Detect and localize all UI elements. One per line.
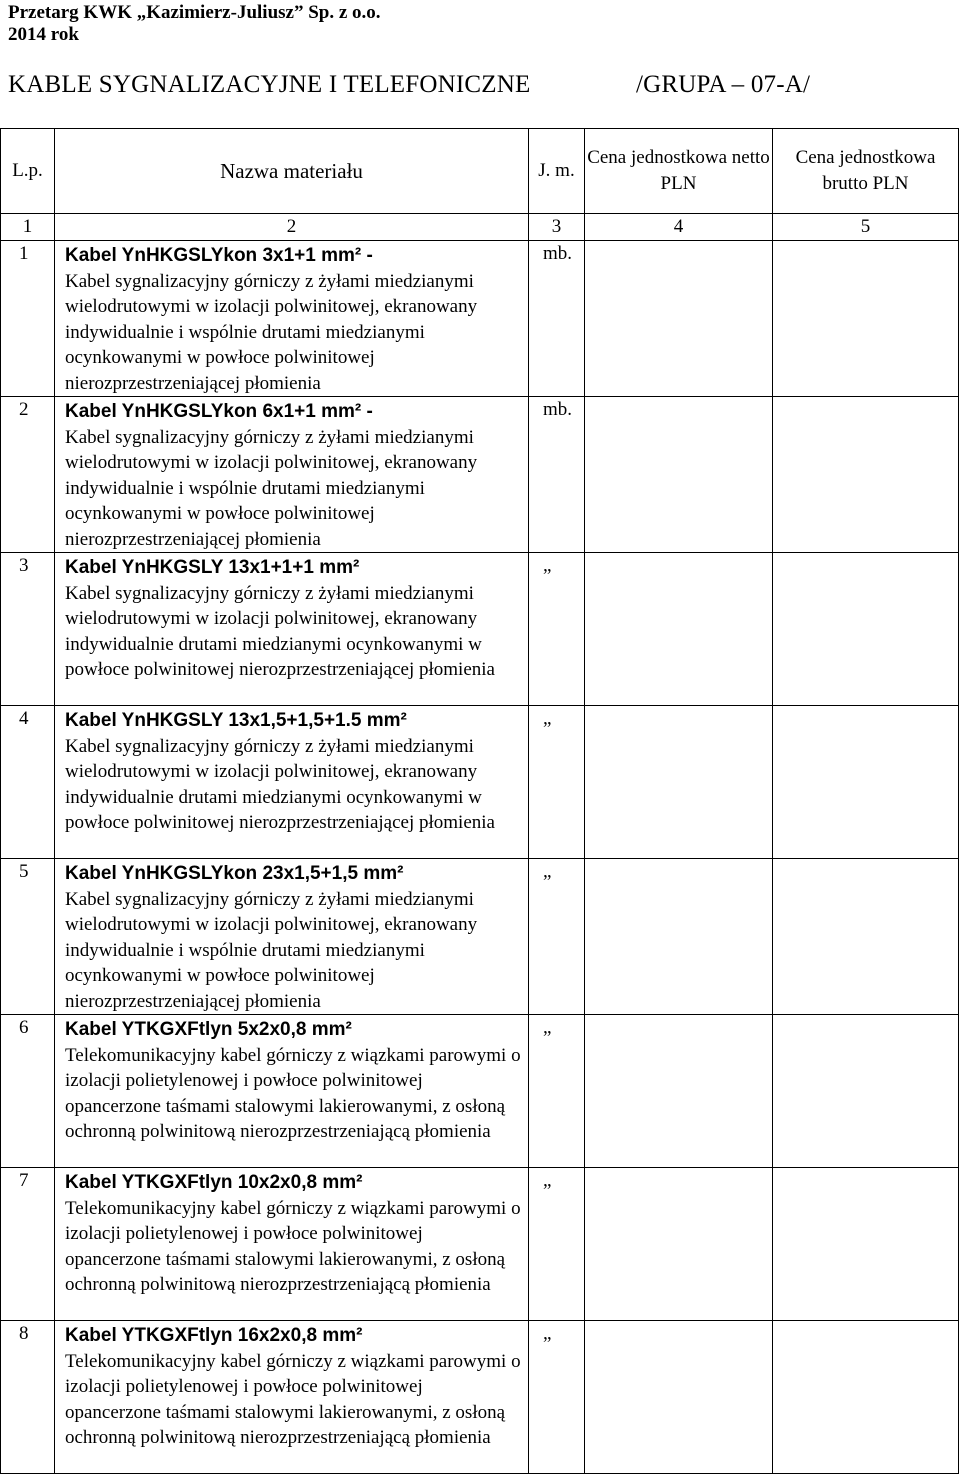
column-number: 2: [55, 214, 529, 241]
material-name: Kabel YTKGXFtlyn 16x2x0,8 mm²: [65, 1325, 363, 1346]
material-cell: [55, 706, 529, 859]
table-row: [1, 1015, 959, 1168]
net-price-cell[interactable]: [585, 706, 773, 859]
table-row: [1, 553, 959, 706]
material-description: Telekomunikacyjny kabel górniczy z wiązkami parowymi o izolacji polietylenowej i powłoce polwinitowej opancerzone taśmami stalowymi lakierowanymi, z osłoną ochronną polwinitową nierozprzestrzeniającą płomienia: [65, 1197, 521, 1295]
table-row: [1, 706, 959, 859]
column-header-lp: L.p.: [1, 129, 55, 214]
row-number: 4: [1, 706, 55, 859]
row-number: 6: [1, 1015, 55, 1168]
material-description: Telekomunikacyjny kabel górniczy z wiązkami parowymi o izolacji polietylenowej i powłoce polwinitowej opancerzone taśmami stalowymi lakierowanymi, z osłoną ochronną polwinitową nierozprzestrzeniającą płomienia: [65, 1350, 521, 1448]
material-cell: [55, 1321, 529, 1474]
gross-price-cell[interactable]: [773, 859, 959, 1015]
column-header-name: Nazwa materiału: [55, 129, 529, 214]
net-price-cell[interactable]: [585, 1321, 773, 1474]
gross-price-cell[interactable]: [773, 706, 959, 859]
table-row: [1, 1321, 959, 1474]
unit-cell: mb.: [529, 241, 585, 397]
material-cell: [55, 397, 529, 553]
net-price-cell[interactable]: [585, 859, 773, 1015]
net-price-cell[interactable]: [585, 1168, 773, 1321]
unit-cell: „: [529, 1015, 585, 1168]
material-name: Kabel YTKGXFtlyn 5x2x0,8 mm²: [65, 1019, 352, 1040]
unit-cell: „: [529, 1321, 585, 1474]
gross-price-cell[interactable]: [773, 1015, 959, 1168]
document-title-main: KABLE SYGNALIZACYJNE I TELEFONICZNE: [8, 71, 531, 98]
material-description: Kabel sygnalizacyjny górniczy z żyłami miedzianymi wielodrutowymi w izolacji polwinitowej, ekranowany indywidualnie i wspólnie drutami miedzianymi ocynkowanymi w powłoce polwinitowej nierozprzestrzeniającej płomienia: [65, 426, 478, 550]
table-row: [1, 1168, 959, 1321]
gross-price-cell[interactable]: [773, 553, 959, 706]
column-number: 4: [585, 214, 773, 241]
material-name: Kabel YnHKGSLY 13x1+1+1 mm²: [65, 557, 360, 578]
column-header-gross-price: Cena jednostkowa brutto PLN: [773, 129, 959, 214]
gross-price-cell[interactable]: [773, 241, 959, 397]
gross-price-cell[interactable]: [773, 1321, 959, 1474]
row-number: 1: [1, 241, 55, 397]
row-number: 8: [1, 1321, 55, 1474]
column-number: 5: [773, 214, 959, 241]
material-description: Kabel sygnalizacyjny górniczy z żyłami miedzianymi wielodrutowymi w izolacji polwinitowej, ekranowany indywidualnie i wspólnie drutami miedzianymi ocynkowanymi w powłoce polwinitowej nierozprzestrzeniającej płomienia: [65, 270, 478, 394]
table-row: [1, 241, 959, 397]
material-cell: [55, 553, 529, 706]
unit-cell: „: [529, 859, 585, 1015]
column-header-unit: J. m.: [529, 129, 585, 214]
net-price-cell[interactable]: [585, 397, 773, 553]
table-column-number-row: [1, 214, 959, 241]
row-number: 7: [1, 1168, 55, 1321]
materials-table: [0, 128, 959, 1474]
material-name: Kabel YnHKGSLYkon 3x1+1 mm² -: [65, 245, 373, 266]
net-price-cell[interactable]: [585, 553, 773, 706]
unit-cell: „: [529, 706, 585, 859]
table-header-row: [1, 129, 959, 214]
material-cell: [55, 859, 529, 1015]
material-description: Kabel sygnalizacyjny górniczy z żyłami miedzianymi wielodrutowymi w izolacji polwinitowej, ekranowany indywidualnie drutami miedzianymi ocynkowanymi w powłoce polwinitowej nierozprzestrzeniającej płomienia: [65, 735, 495, 833]
gross-price-cell[interactable]: [773, 397, 959, 553]
material-name: Kabel YnHKGSLYkon 6x1+1 mm² -: [65, 401, 373, 422]
column-number: 3: [529, 214, 585, 241]
net-price-cell[interactable]: [585, 241, 773, 397]
unit-cell: mb.: [529, 397, 585, 553]
row-number: 2: [1, 397, 55, 553]
unit-cell: „: [529, 1168, 585, 1321]
material-name: Kabel YnHKGSLYkon 23x1,5+1,5 mm²: [65, 863, 404, 884]
material-description: Telekomunikacyjny kabel górniczy z wiązkami parowymi o izolacji polietylenowej i powłoce polwinitowej opancerzone taśmami stalowymi lakierowanymi, z osłoną ochronną polwinitową nierozprzestrzeniającą płomienia: [65, 1044, 521, 1142]
tender-year: 2014 rok: [8, 24, 79, 45]
gross-price-cell[interactable]: [773, 1168, 959, 1321]
material-cell: [55, 1168, 529, 1321]
row-number: 3: [1, 553, 55, 706]
material-cell: [55, 1015, 529, 1168]
material-description: Kabel sygnalizacyjny górniczy z żyłami miedzianymi wielodrutowymi w izolacji polwinitowej, ekranowany indywidualnie i wspólnie drutami miedzianymi ocynkowanymi w powłoce polwinitowej nierozprzestrzeniającej płomienia: [65, 888, 478, 1012]
column-number: 1: [1, 214, 55, 241]
net-price-cell[interactable]: [585, 1015, 773, 1168]
table-row: [1, 397, 959, 553]
row-number: 5: [1, 859, 55, 1015]
column-header-net-price: Cena jednostkowa netto PLN: [585, 129, 773, 214]
unit-cell: „: [529, 553, 585, 706]
document-title: [8, 70, 811, 100]
material-name: Kabel YTKGXFtlyn 10x2x0,8 mm²: [65, 1172, 363, 1193]
table-row: [1, 859, 959, 1015]
material-cell: [55, 241, 529, 397]
tender-title: Przetarg KWK „Kazimierz-Juliusz” Sp. z o.o.: [8, 2, 381, 23]
document-title-group: /GRUPA – 07-A/: [636, 71, 811, 98]
material-name: Kabel YnHKGSLY 13x1,5+1,5+1.5 mm²: [65, 710, 407, 731]
material-description: Kabel sygnalizacyjny górniczy z żyłami miedzianymi wielodrutowymi w izolacji polwinitowej, ekranowany indywidualnie drutami miedzianymi ocynkowanymi w powłoce polwinitowej nierozprzestrzeniającej płomienia: [65, 582, 495, 680]
